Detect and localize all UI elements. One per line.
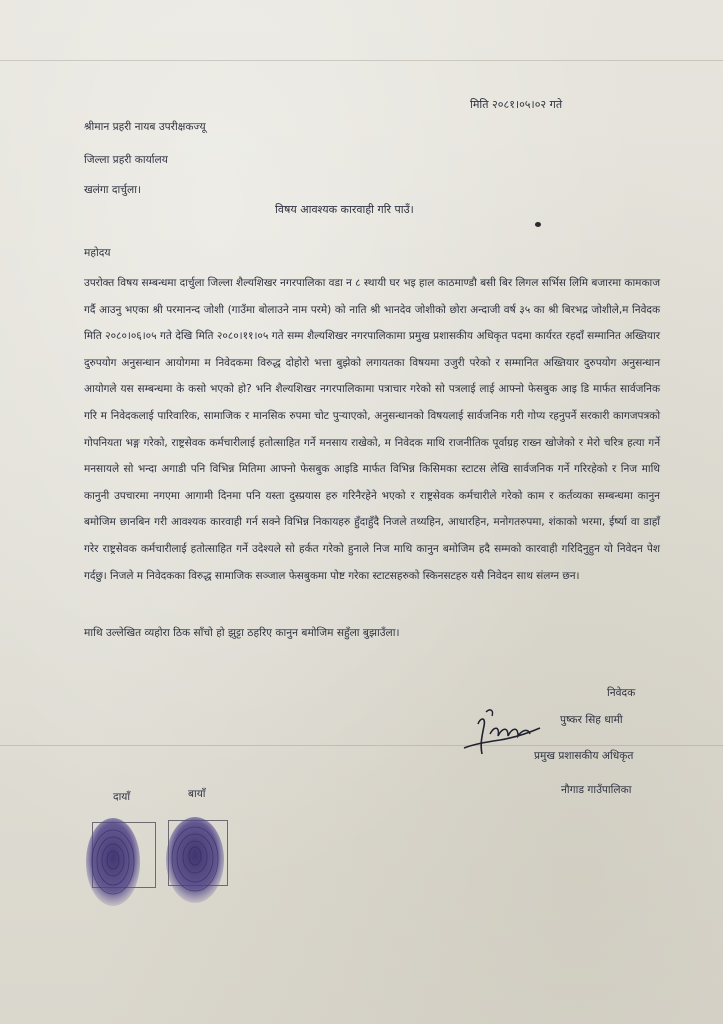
recipient-line-1: श्रीमान प्रहरी नायब उपरीक्षकज्यू (84, 121, 206, 133)
left-thumb-label: बायाँ (188, 788, 206, 800)
right-thumb-label: दायाँ (113, 791, 131, 803)
recipient-line-2: जिल्ला प्रहरी कार्यालय (84, 154, 168, 166)
left-thumbprint (162, 814, 228, 910)
letter-body: उपरोक्त विषय सम्बन्धमा दार्चुला जिल्ला शैल्यशिखर नगरपालिका वडा न ८ स्थायी घर भइ हाल काठमाण्डौ बसी बिर लिगल सर्भिस लिमि बजारमा कामकाज गर्दै आउनु भएका श्री परमानन्द जोशी (गाउँमा बोलाउने नाम परमे) को नाति श्री भानदेव जोशीको छोरा अन्दाजी वर्ष ३५ का श्री बिरभद्र जोशीले,म निवेदक मिति २०८०।०६।०५ गते देखि मिति २०८०।११।०५ गते सम्म शैल्यशिखर नगरपालिकामा प्रमुख प्रशासकीय अधिकृत पदमा कार्यरत रहदाँ सम्मानित अख्तियार दुरुपयोग अनुसन्धान आयोगमा म निवेदकमा विरुद्ध दोहोरो भत्ता बुझेको लगायतका विषयमा उजुरी परेको र सम्मानित अख्तियार दुरुपयोग अनुसन्धान आयोगले यस सम्बन्धमा के कसो भएको हो? भनि शैल्यशिखर नगरपालिकामा पत्राचार गरेको सो पत्रलाई लाई आफ्नो फेसबुक आइ डि मार्फत सार्वजनिक गरि म निवेदकलाई पारिवारिक, सामाजिक र मानसिक रुपमा चोट पुऱ्याएको, अनुसन्धानको विषयलाई सार्वजनिक गरी गोप्य रहनुपर्ने सरकारी कागजपत्रको गोपनियता भङ्ग गरेको, राष्ट्रसेवक कर्मचारीलाई हतोत्साहित गर्ने मनसाय राखेको, म निवेदक माथि राजनीतिक पूर्वाग्रह राख्न खोजेको र मेरो चरित्र हत्या गर्ने मनसायले सो भन्दा अगाडी पनि विभिन्न मितिमा आफ्नो फेसबुक आइडि मार्फत विभिन्न किसिमका स्टाटस लेखि सार्वजनिक गर्ने गरिरहेको र निज माथि कानुनी उपचारमा नगएमा आगामी दिनमा पनि यस्ता दुस्प्रयास हरु गरिनैरहेने भएको र राष्ट्रसेवक कर्मचारीले गरेको काम र कर्तव्यका सम्बन्धमा कानुन बमोजिम छानबिन गरी आवश्यक कारवाही गर्न सक्ने विभिन्न निकायहरु हुँदाहुँदै निजले तथ्यहिन, आधारहिन, मनोगतरुपमा, शंकाको भरमा, ईर्ष्या वा डाहाँ गरेर राष्ट्रसेवक कर्मचारीलाई हतोत्साहित गर्ने उदेश्यले सो हर्कत गरेको हुनाले निज माथि कानुन बमोजिम हदै सम्मको कारवाही गरिदिनुहुन यो निवेदन पेश गर्दछु। निजले म निवेदकका विरुद्ध सामाजिक सञ्जाल फेसबुकमा पोष्ट गरेका स्टाटसहरुको स्किनसटहरु यसै निवेदन साथ संलग्न छन। (84, 277, 660, 582)
closing-statement: माथि उल्लेखित व्यहोरा ठिक साँचो हो झुट्टा ठहरिए कानुन बमोजिम सहुँला बुझाउँला। (84, 627, 400, 639)
paper-fold-line (0, 745, 723, 746)
signatory-designation: प्रमुख प्रशासकीय अधिकृत (534, 750, 634, 762)
letter-subject: विषय आवश्यक कारवाही गरि पाउँ। (275, 203, 414, 216)
signatory-role: निवेदक (607, 687, 636, 699)
ink-spot (535, 222, 541, 227)
signatory-office: नौगाड गाउँपालिका (561, 784, 632, 796)
letter-date: मिति २०८१।०५।०२ गते (470, 98, 563, 111)
paper-fold-line (0, 60, 723, 61)
signatory-name: पुष्कर सिह धामी (560, 714, 623, 726)
salutation: महोदय (84, 247, 111, 259)
right-thumbprint (82, 816, 144, 912)
handwritten-signature (456, 704, 546, 764)
recipient-line-3: खलंगा दार्चुला। (84, 184, 141, 196)
